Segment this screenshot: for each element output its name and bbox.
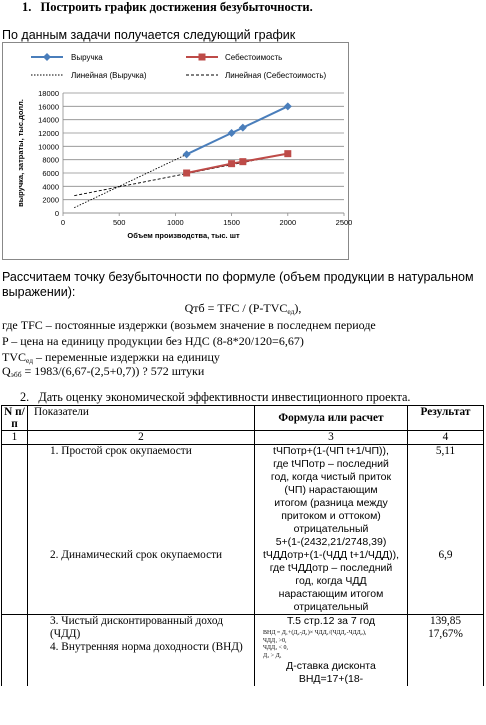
table-header-row bbox=[2, 406, 484, 431]
q-subscript: эбб bbox=[10, 370, 22, 379]
header-formula: Формула или расчет bbox=[255, 406, 408, 431]
row1-indicator: 1. Простой срок окупаемости bbox=[28, 445, 255, 550]
series-line-revenue bbox=[187, 106, 288, 154]
section2-title: Дать оценку экономической эффективности инвестиционного проекта. bbox=[38, 390, 411, 404]
legend-revenue-marker bbox=[43, 53, 51, 61]
y-tick-label: 10000 bbox=[38, 142, 59, 152]
legend-cost-label: Себестоимость bbox=[225, 53, 283, 62]
row2-result: 6,9 bbox=[408, 549, 484, 615]
row2-formula-line: где tЧДДотр – последний bbox=[269, 562, 393, 574]
row3-formula bbox=[255, 615, 408, 687]
cost-point bbox=[239, 158, 246, 165]
revenue-point bbox=[183, 150, 191, 158]
row1-formula-line: tЧПотр+(1-(ЧП t+1/ЧП)), bbox=[273, 445, 389, 457]
y-tick-label: 2000 bbox=[42, 195, 59, 205]
x-tick-label: 500 bbox=[112, 218, 126, 227]
row1-formula-line: год, когда чистый приток bbox=[270, 471, 392, 483]
colnum-3: 3 bbox=[255, 431, 408, 445]
break-even-chart bbox=[2, 42, 353, 260]
colnum-1: 1 bbox=[2, 431, 28, 445]
section1-number: 1. bbox=[22, 0, 32, 14]
row1-formula-line: итогом (разница между bbox=[274, 497, 388, 509]
q-result: = 1983/(6,67-(2,5+0,7)) ? 572 штуки bbox=[21, 364, 205, 378]
row2-formula-line: год, когда ЧДД bbox=[295, 575, 367, 587]
row1-formula bbox=[255, 445, 408, 550]
row3-formula-line: Т.5 стр.12 за 7 год bbox=[287, 615, 375, 627]
breakeven-formula bbox=[0, 301, 486, 316]
irr-formula-line: Д₂ > Д₁ bbox=[263, 652, 282, 659]
irr-formula bbox=[257, 630, 405, 660]
row1-result: 5,11 bbox=[408, 445, 484, 550]
irr-formula-line: ЧДД₁ >0, bbox=[263, 637, 287, 644]
calc-line-4: P – цена на единицу продукции без НДС (8-8*20/120=6,67) bbox=[2, 334, 304, 348]
formula-end: ), bbox=[294, 301, 302, 315]
header-n: N п/п bbox=[2, 406, 28, 431]
row2-indicator: 2. Динамический срок окупаемости bbox=[28, 549, 255, 615]
calc-line-1: Рассчитаем точку безубыточности по формуле (объем продукции в натуральном bbox=[2, 270, 474, 284]
y-tick-label: 0 bbox=[54, 209, 59, 218]
row1-n bbox=[2, 445, 28, 550]
row2-n bbox=[2, 549, 28, 615]
series-line-cost bbox=[187, 154, 288, 173]
colnum-4: 4 bbox=[408, 431, 484, 445]
y-tick-label: 16000 bbox=[38, 102, 59, 112]
chart-svg bbox=[3, 43, 353, 259]
y-tick-label: 6000 bbox=[42, 169, 59, 178]
section1-heading bbox=[22, 0, 313, 15]
calc-line-2: выражении): bbox=[2, 285, 76, 299]
tvc-subscript: ед bbox=[26, 356, 34, 365]
irr-formula-line: ЧДД₂ < 0, bbox=[263, 645, 289, 651]
tvc-desc: – переменные издержки на единицу bbox=[33, 350, 220, 364]
section1-lead: По данным задачи получается следующий график bbox=[2, 28, 296, 42]
table-row bbox=[2, 615, 484, 687]
irr-formula-line: ВНД = Д₁+(Д₂-Д₁)× ЧДД₁/(ЧДД₁-ЧДД₂), bbox=[263, 630, 367, 636]
row1-formula-line: где tЧПотр – последний bbox=[273, 458, 389, 470]
row3-indicator-text: 3. Чистый дисконтированный доход (ЧДД) bbox=[50, 615, 223, 640]
revenue-point bbox=[239, 124, 247, 132]
row1-formula-line: (ЧП) нарастающим bbox=[284, 484, 378, 496]
cost-point bbox=[228, 160, 235, 167]
row4-formula-line: Д-ставка дисконта bbox=[286, 660, 376, 672]
row4-result-value: 17,67% bbox=[428, 628, 463, 640]
header-result: Результат bbox=[408, 406, 484, 431]
cost-point bbox=[183, 170, 190, 177]
table-row bbox=[2, 549, 484, 615]
x-tick-label: 0 bbox=[60, 218, 66, 227]
row4-indicator-text: 4. Внутренняя норма доходности (ВНД) bbox=[50, 641, 243, 653]
section1-title: Построить график достижения безубыточности. bbox=[40, 0, 313, 14]
q-label: Q bbox=[2, 364, 11, 378]
x-tick-label: 2500 bbox=[335, 218, 353, 227]
header-indicator: Показатели bbox=[28, 406, 255, 431]
revenue-point bbox=[284, 102, 292, 110]
row3-result bbox=[408, 615, 484, 687]
row2-formula-line: отрицательный bbox=[293, 601, 369, 613]
row2-formula-line: tЧДДотр+(1-(ЧДД t+1/ЧДД)), bbox=[262, 549, 400, 561]
row3-n bbox=[2, 615, 28, 687]
y-tick-label: 14000 bbox=[38, 115, 59, 125]
legend-cost-marker bbox=[199, 54, 206, 61]
row4-formula-line: ВНД=17+(18- bbox=[298, 673, 364, 685]
row1-formula-line: отрицательный bbox=[293, 523, 369, 535]
y-tick-label: 12000 bbox=[38, 129, 59, 138]
row2-formula bbox=[255, 549, 408, 615]
tvc-label: TVC bbox=[2, 350, 26, 364]
table-row bbox=[2, 445, 484, 550]
row1-formula-line: притоком и оттоком) bbox=[281, 510, 381, 522]
x-axis-label: Объем производства, тыс. шт bbox=[127, 231, 240, 240]
table-colnum-row bbox=[2, 431, 484, 445]
y-tick-label: 4000 bbox=[42, 182, 59, 192]
row3-indicator bbox=[28, 615, 255, 687]
section2-heading bbox=[20, 390, 411, 405]
legend-cost-trend-label: Линейная (Себестоимость) bbox=[225, 71, 327, 80]
formula-subscript: ед bbox=[287, 307, 295, 316]
section2-number: 2. bbox=[20, 390, 30, 404]
calc-line-3: где TFC – постоянные издержки (возьмем значение в последнем периоде bbox=[2, 318, 376, 332]
x-tick-label: 1000 bbox=[167, 218, 184, 227]
x-tick-label: 1500 bbox=[223, 218, 240, 227]
y-axis-label: выручка, затраты, тыс.долл. bbox=[16, 99, 25, 207]
y-tick-label: 8000 bbox=[42, 155, 59, 165]
calc-line-6 bbox=[2, 364, 204, 382]
legend-revenue-label: Выручка bbox=[71, 53, 103, 62]
formula-main: Qтб = TFC / (P-TVC bbox=[184, 301, 288, 315]
efficiency-table bbox=[1, 405, 484, 686]
row2-formula-line: нарастающим итогом bbox=[278, 588, 384, 600]
colnum-2: 2 bbox=[28, 431, 255, 445]
revenue-point bbox=[228, 129, 236, 137]
row3-result-value: 139,85 bbox=[429, 615, 462, 627]
cost-point bbox=[284, 150, 291, 157]
x-tick-label: 2000 bbox=[279, 218, 297, 227]
row1-formula-line: 5+(1-(2432,21/2748,39) bbox=[275, 536, 387, 548]
legend-revenue-trend-label: Линейная (Выручка) bbox=[71, 71, 147, 80]
y-tick-label: 18000 bbox=[38, 89, 59, 98]
